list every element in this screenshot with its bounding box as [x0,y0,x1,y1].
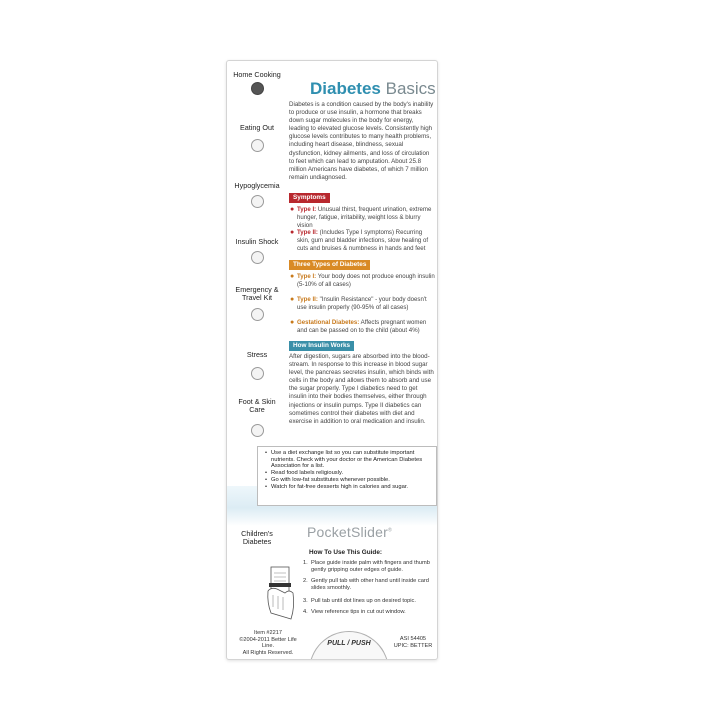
step-number: 2. [303,578,308,584]
type-item [289,296,435,312]
tab-label-childrens-diabetes: Children's Diabetes [241,529,273,547]
insulin-header: How Insulin Works [289,341,354,351]
step-text: Place guide inside palm with fingers and thumb gently gripping outer edges of guide. [311,560,430,573]
type-label: Type I: [297,273,317,280]
bullet-icon: ● [290,296,295,303]
brand-mark: ® [388,527,392,534]
window-tip-text: Read food labels religiously. [271,470,344,476]
footer-left [233,630,303,656]
bullet-icon: • [265,477,268,483]
step-text: Gently pull tab with other hand until inside card slides smoothly. [311,578,429,591]
bullet-icon: • [265,450,268,456]
step-text: View reference tips in cut out window. [311,609,406,615]
pull-push-tab[interactable] [309,631,389,660]
topic-hole-hypoglycemia[interactable] [251,195,264,208]
symptoms-header: Symptoms [289,193,330,203]
step-number: 4. [303,609,308,615]
type-text: "Insulin Resistance" - your body doesn't use insulin properly (90-95% of all cases) [297,296,427,311]
window-tip-text: Watch for fat-free desserts high in calories and sugar. [271,484,409,490]
topic-hole-emergency-travel-kit[interactable] [251,308,264,321]
title-bold: Diabetes [310,79,381,98]
step-number: 1. [303,560,308,566]
tab-label-hypoglycemia: Hypoglycemia [234,181,280,190]
type-item [289,319,435,335]
tab-label-insulin-shock: Insulin Shock [235,237,279,246]
hand-holding-card-icon [265,563,301,621]
step-text: Pull tab until dot lines up on desired topic. [311,598,416,604]
tab-label-home-cooking: Home Cooking [233,70,281,79]
asi-number: ASI 54405 [399,636,427,642]
copyright: ©2004-2011 Better Life Line. [239,636,297,650]
bullet-icon: ● [290,273,295,280]
pocket-slider-card [226,60,438,660]
bullet-icon: ● [290,319,295,326]
title-light: Basics [385,79,436,98]
type-item [289,273,435,289]
symptom-item [289,206,435,230]
tab-label-stress: Stress [246,350,268,359]
tab-label-eating-out: Eating Out [240,123,274,132]
brand-logo [307,524,392,540]
upic-code: UPIC: BETTER [393,642,433,649]
how-to-step [303,560,433,574]
intro-paragraph: Diabetes is a condition caused by the body's inability to produce or use insulin, a hormone that breaks down sugar molecules in the body for energy, leading to elevated glucose levels. Consistently high glucose levels contributes to many health problems, including heart disease, blindness, sexual dysfunction, kidney ailments, and loss of circulation to feet which can lead to amputation. About 25.8 million Americans have diabetes, of which 7 million remain undiagnosed. [289,101,434,181]
bullet-icon: ● [290,206,295,213]
window-tip-text: Use a diet exchange list so you can substitute important nutrients. Check with your doctor or the American Diabetes Association for a list. [271,450,423,470]
footer-right [393,636,433,649]
item-number: Item #2217 [254,630,282,636]
type-text: Your body does not produce enough insulin (5-10% of all cases) [297,273,435,288]
step-number: 3. [303,598,308,604]
rights: All Rights Reserved. [242,649,294,656]
symptom-label: Type I: [297,206,317,213]
bullet-icon: ● [290,229,295,236]
symptom-label: Type II: [297,229,318,236]
window-tip-text: Go with low-fat substitutes whenever possible. [271,477,390,483]
topic-hole-foot-skin-care[interactable] [251,424,264,437]
how-to-step [303,598,433,605]
symptom-item [289,229,435,253]
symptom-text: (Includes Type I symptoms) Recurring skin, gum and bladder infections, slow healing of cuts and bruises & numbness in hands and feet [297,229,429,252]
how-to-step [303,609,433,616]
topic-hole-eating-out[interactable] [251,139,264,152]
tab-label-emergency-travel-kit: Emergency & Travel Kit [235,285,279,303]
symptom-text: Unusual thirst, frequent urination, extreme hunger, fatigue, irritability, weight loss & blurry vision [297,206,432,229]
window-tip [265,470,433,477]
type-label: Type II: [297,296,318,303]
window-tip [265,484,433,491]
pull-push-label: PULL / PUSH [327,640,371,647]
guide-title [310,79,436,99]
insulin-paragraph: After digestion, sugars are absorbed into the blood-stream. In response to this increase in blood sugar level, the pancreas secretes insulin, which binds with cells in the body and allows them to absorb and use the sugar properly. Type I diabetics need to get insulin into their bodies themselves, either through injections or insulin pumps. Type II diabetics can sometimes control their diabetes with diet and exercise in addition to oral medication and insulin. [289,353,434,425]
how-to-title: How To Use This Guide: [309,549,383,556]
window-tip [265,450,433,470]
topic-hole-home-cooking[interactable] [251,82,264,95]
types-header: Three Types of Diabetes [289,260,370,270]
tab-label-foot-skin-care: Foot & Skin Care [238,397,276,415]
topic-hole-insulin-shock[interactable] [251,251,264,264]
type-text: Affects pregnant women and can be passed on to the child (about 4%) [297,319,427,334]
window-tip [265,477,433,484]
type-label: Gestational Diabetes: [297,319,360,326]
how-to-step [303,578,433,592]
bullet-icon: • [265,470,268,476]
bullet-icon: • [265,484,268,490]
topic-hole-stress[interactable] [251,367,264,380]
brand-name: PocketSlider [307,524,388,540]
